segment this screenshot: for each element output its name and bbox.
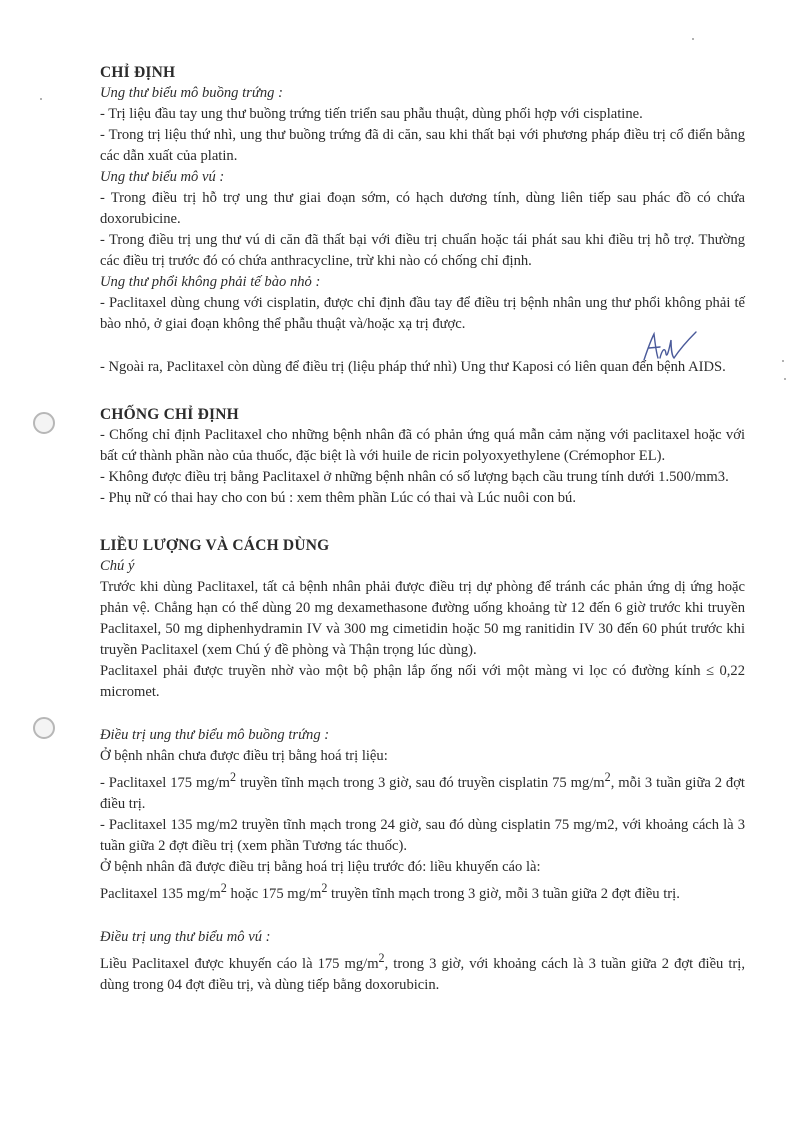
- subheading-breast: Ung thư biểu mô vú :: [100, 169, 225, 185]
- paragraph: - Paclitaxel dùng chung với cisplatin, được chỉ định đầu tay để điều trị bệnh nhân ung thư phổi không phải tế bào nhỏ, ở giai đoạn không thể phẫu thuật và/hoặc xạ trị được.: [100, 295, 745, 332]
- section-heading-contraindications: CHỐNG CHỈ ĐỊNH: [100, 406, 239, 423]
- section-heading-dosage: LIỀU LƯỢNG VÀ CÁCH DÙNG: [100, 537, 330, 554]
- subheading-lung: Ung thư phổi không phải tế bào nhỏ :: [100, 274, 321, 290]
- spacer: [100, 509, 745, 535]
- spacer: [100, 905, 745, 927]
- paragraph: - Paclitaxel 135 mg/m2 truyền tĩnh mạch trong 24 giờ, sau đó dùng cisplatin 75 mg/m2, với khoảng cách là 3 tuần giữa 2 đợt điều trị (xem phần Tương tác thuốc).: [100, 816, 745, 854]
- superscript: 2: [604, 770, 611, 784]
- superscript: 2: [220, 880, 227, 895]
- paragraph: Ở bệnh nhân đã được điều trị bằng hoá trị liệu trước đó: liều khuyến cáo là:: [100, 858, 541, 875]
- text-run: truyền tĩnh mạch trong 3 giờ, mỗi 3 tuần giữa 2 đợt điều trị.: [327, 885, 680, 902]
- text-run: - Paclitaxel 175 mg/m: [100, 774, 231, 791]
- text-run: Paclitaxel 135 mg/m: [100, 885, 221, 902]
- paragraph: Trước khi dùng Paclitaxel, tất cả bệnh nhân phải được điều trị dự phòng để tránh các phản ứng dị ứng hoặc phản vệ. Chẳng hạn có thể dùng 20 mg dexamethasone đường uống khoảng từ 12 đến 6 giờ trước khi truyền Paclitaxel, 50 mg diphenhydramin IV và 300 mg cimetidin hoặc 50 mg ranitidin IV 30 đến 60 phút trước khi truyền Paclitaxel (xem Chú ý đề phòng và Thận trọng lúc dùng).: [100, 579, 745, 658]
- text-run: Liều Paclitaxel được khuyến cáo là 175 mg/m: [100, 955, 379, 972]
- paragraph-dose-regimen: [100, 878, 745, 905]
- subheading-ovarian: Ung thư biểu mô buồng trứng :: [100, 85, 283, 101]
- subheading-ovarian-treatment: Điều trị ung thư biểu mô buồng trứng :: [100, 727, 330, 743]
- paragraph: - Trong điều trị ung thư vú di căn đã thất bại với điều trị chuẩn hoặc tái phát sau khi điều trị hỗ trợ. Thường các điều trị trước đó có chứa anthracycline, trừ khi nào có chống chỉ định.: [100, 232, 745, 269]
- paragraph: - Trong trị liệu thứ nhì, ung thư buồng trứng đã di căn, sau khi thất bại với phương pháp điều trị cổ điển bằng các dẫn xuất của platin.: [100, 127, 745, 164]
- text-run: , mỗi 3 tuần giữa 2 đợt điều trị.: [100, 774, 745, 812]
- text-run: hoặc 175 mg/m: [226, 885, 322, 902]
- section-heading-indications: CHỈ ĐỊNH: [100, 64, 176, 81]
- paragraph: - Trong điều trị hỗ trợ ung thư giai đoạn sớm, có hạch dương tính, dùng liên tiếp sau phác đồ có chứa doxorubicine.: [100, 190, 745, 227]
- subheading-note: Chú ý: [100, 558, 135, 574]
- paragraph: - Phụ nữ có thai hay cho con bú : xem thêm phần Lúc có thai và Lúc nuôi con bú.: [100, 490, 577, 506]
- paragraph-dose-regimen: [100, 767, 745, 815]
- punch-hole-bottom: [33, 717, 55, 739]
- document-page: [100, 62, 745, 996]
- spacer: [100, 703, 745, 725]
- spacer: [100, 335, 745, 357]
- scan-speck: [40, 98, 42, 100]
- paragraph: Paclitaxel phải được truyền nhờ vào một bộ phận lắp ống nối với một màng vi lọc có đường kính ≤ 0,22 micromet.: [100, 663, 745, 700]
- punch-hole-top: [33, 412, 55, 434]
- paragraph: - Trị liệu đầu tay ung thư buồng trứng tiến triển sau phẫu thuật, dùng phối hợp với cisplatine.: [100, 106, 643, 122]
- superscript: 2: [321, 880, 328, 895]
- text-run: , trong 3 giờ, với khoảng cách là 3 tuần giữa 2 đợt điều trị, dùng trong 04 đợt điều trị, và dùng tiếp bằng doxorubicin.: [100, 955, 745, 993]
- paragraph-dose-regimen: [100, 948, 745, 996]
- scan-speck: [692, 38, 694, 40]
- paragraph: Ở bệnh nhân chưa được điều trị bằng hoá trị liệu:: [100, 748, 388, 764]
- superscript: 2: [230, 770, 237, 784]
- scan-speck: [782, 360, 784, 362]
- text-run: truyền tĩnh mạch trong 3 giờ, sau đó truyền cisplatin 75 mg/m: [236, 774, 605, 791]
- subheading-breast-treatment: Điều trị ung thư biểu mô vú :: [100, 928, 271, 945]
- scan-speck: [784, 378, 786, 380]
- paragraph: - Không được điều trị bằng Paclitaxel ở những bệnh nhân có số lượng bạch cầu trung tính dưới 1.500/mm3.: [100, 469, 729, 485]
- spacer: [100, 378, 745, 404]
- paragraph: - Chống chỉ định Paclitaxel cho những bệnh nhân đã có phản ứng quá mẫn cảm nặng với paclitaxel hoặc với bất cứ thành phần nào của thuốc, đặc biệt là với huile de ricin polyoxyethylene (Crémophor EL).: [100, 427, 745, 464]
- superscript: 2: [378, 950, 385, 965]
- paragraph: - Ngoài ra, Paclitaxel còn dùng để điều trị (liệu pháp thứ nhì) Ung thư Kaposi có liên quan đến bệnh AIDS.: [100, 359, 726, 375]
